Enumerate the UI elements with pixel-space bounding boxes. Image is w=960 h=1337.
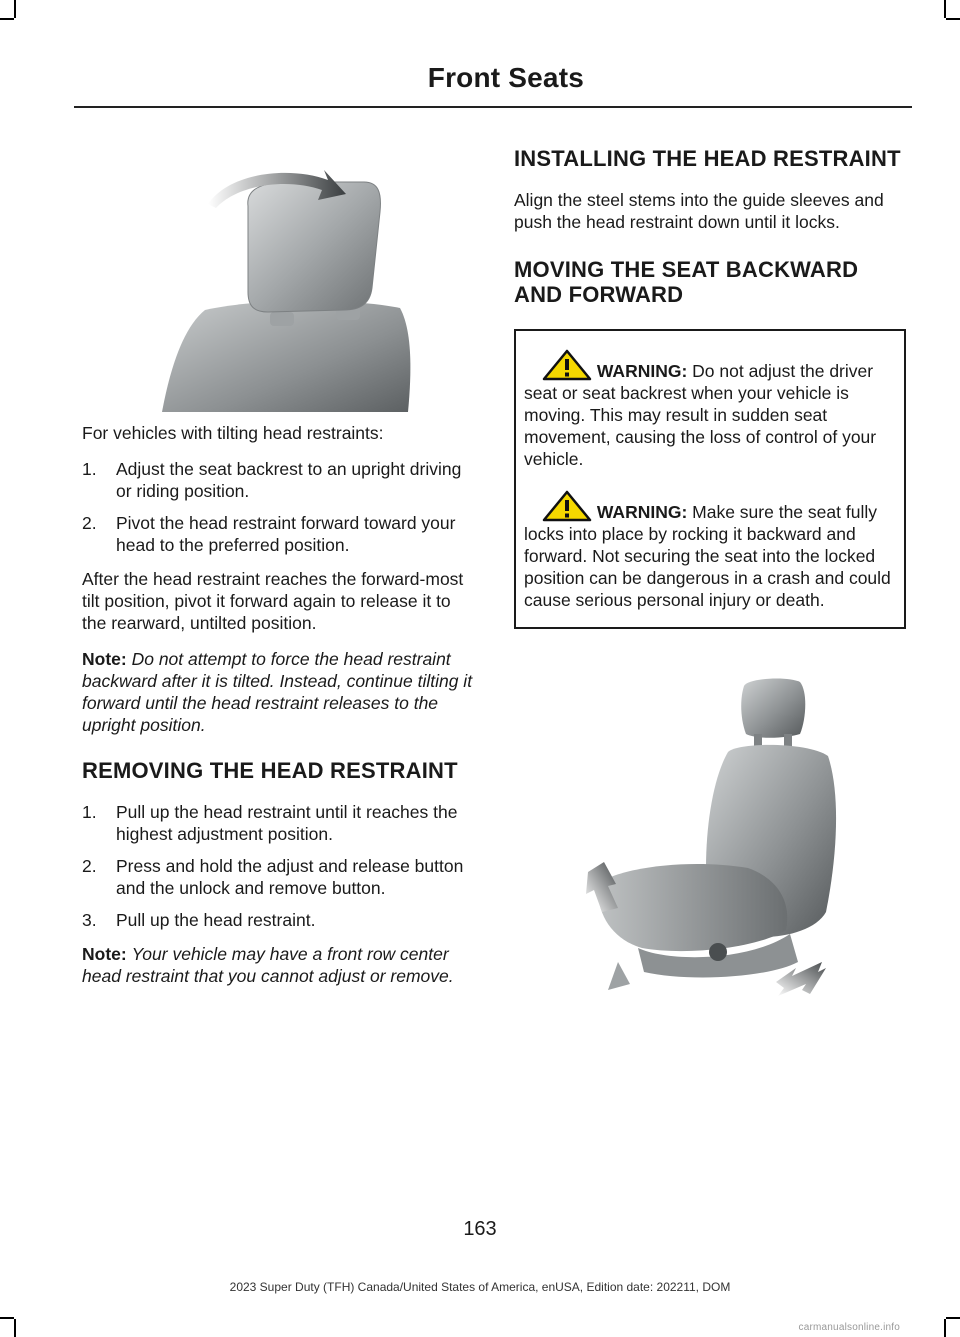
crop-mark: [946, 18, 960, 20]
warning-text: Make sure the seat fully locks into place by rocking it backward and forward. Not securing the seat into the locked position can be dangerous in a crash and could cause serious personal injury or death.: [524, 502, 891, 610]
step-number: 1.: [82, 459, 97, 479]
right-column: [514, 146, 906, 629]
page-number: 163: [463, 1218, 497, 1240]
installing-heading: INSTALLING THE HEAD RESTRAINT: [514, 146, 901, 171]
warning-triangle-icon: [542, 349, 592, 381]
warning-label: WARNING:: [596, 502, 688, 522]
step-text: Pivot the head restraint forward toward your head to the preferred position.: [116, 513, 456, 555]
step-text: Adjust the seat backrest to an upright driving or riding position.: [116, 459, 462, 501]
list-item: [82, 512, 476, 556]
watermark: carmanualsonline.info: [798, 1322, 900, 1333]
note-label: Note:: [82, 649, 127, 669]
remove-steps: [82, 801, 476, 931]
step-number: 2.: [82, 856, 97, 876]
warning-text: Do not adjust the driver seat or seat backrest when your vehicle is moving. This may result in sudden seat movement, causing the loss of control of your vehicle.: [524, 361, 877, 469]
tilt-steps: [82, 458, 476, 556]
list-item: [82, 458, 476, 502]
crop-mark: [0, 1317, 14, 1319]
installing-text: Align the steel stems into the guide sleeves and push the head restraint down until it locks.: [514, 190, 884, 232]
crop-mark: [946, 1317, 960, 1319]
warning-item: [524, 349, 896, 470]
step-text: Press and hold the adjust and release button and the unlock and remove button.: [116, 856, 464, 898]
tilt-release-text: After the head restraint reaches the forward-most tilt position, pivot it forward again to release it to the rearward, untilted position.: [82, 569, 464, 633]
step-number: 2.: [82, 513, 97, 533]
step-number: 3.: [82, 910, 97, 930]
warning-item: [524, 490, 896, 611]
list-item: [82, 909, 476, 931]
warning-triangle-icon: [542, 490, 592, 522]
page-title: Front Seats: [427, 62, 584, 93]
step-text: Pull up the head restraint until it reaches the highest adjustment position.: [116, 802, 458, 844]
moving-heading: MOVING THE SEAT BACKWARD AND FORWARD: [514, 257, 859, 307]
note-label: Note:: [82, 944, 127, 964]
left-column: [82, 422, 476, 1001]
crop-mark: [14, 0, 16, 18]
crop-mark: [944, 0, 946, 18]
note-center-restraint: [82, 943, 476, 987]
list-item: [82, 855, 476, 899]
header-divider: [74, 106, 912, 108]
warning-box: [514, 329, 906, 629]
note-text: Do not attempt to force the head restraint backward after it is tilted. Instead, continue tilting it forward until the head restraint releases to the upright position.: [82, 649, 473, 735]
head-restraint-illustration: [150, 160, 420, 416]
tilt-intro: For vehicles with tilting head restraints:: [82, 423, 384, 443]
list-item: [82, 801, 476, 845]
crop-mark: [944, 1319, 946, 1337]
note-text: Your vehicle may have a front row center head restraint that you cannot adjust or remove.: [82, 944, 454, 986]
note-tilt: [82, 648, 476, 736]
crop-mark: [14, 1319, 16, 1337]
crop-mark: [0, 18, 14, 20]
removing-heading: REMOVING THE HEAD RESTRAINT: [82, 758, 458, 783]
step-number: 1.: [82, 802, 97, 822]
footer-edition: 2023 Super Duty (TFH) Canada/United States of America, enUSA, Edition date: 202211, DOM: [229, 1280, 731, 1294]
warning-label: WARNING:: [596, 361, 688, 381]
step-text: Pull up the head restraint.: [116, 910, 316, 930]
seat-illustration: [578, 672, 848, 1022]
